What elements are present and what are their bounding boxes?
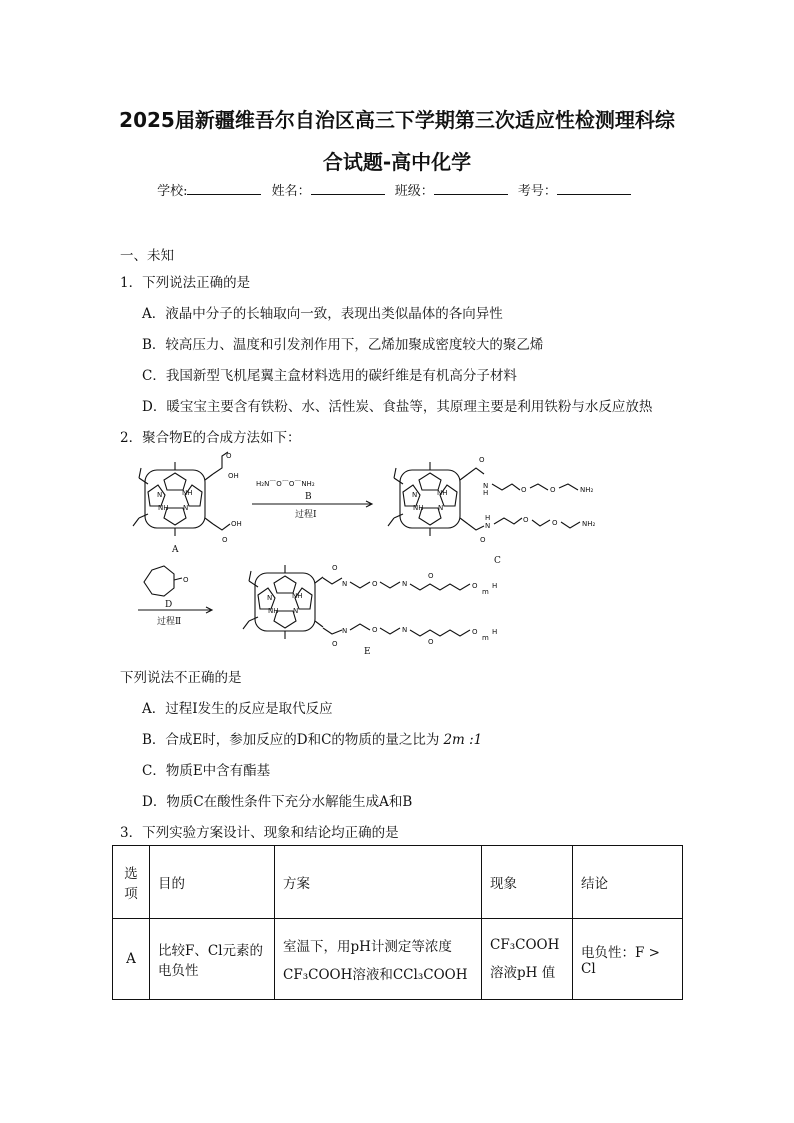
svg-text:O: O: [372, 580, 378, 588]
cell-plan-line-2: CF₃COOH溶液和CCl₃COOH: [283, 967, 468, 983]
reaction-scheme: [110, 448, 690, 663]
q1-stem: 1．下列说法正确的是: [120, 275, 251, 291]
q2-option-b: B．合成E时，参加反应的D和C的物质的量之比为 2m :1: [142, 732, 483, 748]
svg-text:N: N: [157, 491, 163, 499]
q1-option-b: B．较高压力、温度和引发剂作用下，乙烯加聚成密度较大的聚乙烯: [142, 337, 544, 353]
svg-text:O: O: [523, 516, 529, 524]
svg-text:N: N: [483, 482, 489, 490]
table-header-row: [113, 846, 683, 919]
svg-text:NH₂: NH₂: [580, 486, 594, 494]
school-label: 学校:: [157, 184, 188, 199]
svg-text:NH: NH: [437, 489, 448, 497]
svg-text:B: B: [305, 492, 312, 502]
school-blank[interactable]: [187, 182, 261, 195]
svg-text:NH: NH: [268, 607, 279, 615]
svg-text:H: H: [483, 489, 489, 497]
experiment-table: [112, 845, 683, 1000]
svg-text:O: O: [226, 452, 232, 460]
svg-text:NH₂: NH₂: [582, 520, 596, 528]
title-line-2: 合试题-高中化学: [322, 150, 472, 174]
q2-sub-stem: 下列说法不正确的是: [120, 670, 242, 686]
q2-option-b-ratio: 2m :1: [443, 732, 483, 748]
svg-text:O: O: [472, 582, 478, 590]
class-label: 班级：: [394, 184, 434, 199]
svg-text:NH: NH: [182, 489, 193, 497]
svg-text:O: O: [428, 638, 434, 646]
svg-text:NH: NH: [413, 504, 424, 512]
svg-text:N: N: [293, 607, 299, 615]
cell-conclusion: 电负性：F > Cl: [573, 919, 683, 1000]
svg-text:N: N: [402, 626, 408, 634]
label-a: A: [172, 545, 179, 555]
q1-option-c: C．我国新型飞机尾翼主盒材料选用的碳纤维是有机高分子材料: [142, 368, 517, 384]
q2-option-d: D．物质C在酸性条件下充分水解能生成A和B: [142, 794, 413, 810]
header-conclusion: 结论: [573, 846, 683, 919]
svg-text:O: O: [372, 626, 378, 634]
svg-text:O: O: [521, 486, 527, 494]
svg-text:O: O: [550, 486, 556, 494]
svg-text:N: N: [485, 522, 491, 530]
section-title: 一、未知: [120, 248, 174, 264]
class-blank[interactable]: [434, 182, 508, 195]
q2-stem: 2．聚合物E的合成方法如下：: [120, 430, 301, 446]
name-label: 姓名：: [271, 184, 311, 199]
svg-text:O: O: [480, 536, 486, 544]
label-c: C: [494, 556, 501, 566]
svg-text:OH: OH: [231, 520, 242, 528]
svg-text:NH: NH: [158, 504, 169, 512]
svg-text:O: O: [183, 576, 189, 584]
svg-text:O: O: [222, 536, 228, 544]
reagent-b: H₂N⌒O⌒O⌒NH₂: [256, 480, 315, 488]
svg-text:N: N: [412, 491, 418, 499]
svg-text:O: O: [428, 572, 434, 580]
svg-text:H: H: [492, 582, 498, 590]
student-info-row: [0, 180, 794, 199]
svg-text:O: O: [552, 519, 558, 527]
svg-text:N: N: [342, 580, 348, 588]
cell-plan-line-1: 室温下，用pH计测定等浓度: [283, 939, 452, 955]
reagent-d-label: D: [165, 600, 173, 610]
q1-option-d: D．暖宝宝主要含有铁粉、水、活性炭、食盐等，其原理主要是利用铁粉与水反应放热: [142, 399, 653, 415]
cell-phenomenon: [482, 919, 573, 1000]
svg-text:N: N: [342, 627, 348, 635]
header-purpose: 目的: [150, 846, 275, 919]
svg-text:O: O: [332, 564, 338, 572]
table-row: [113, 919, 683, 1000]
svg-text:m: m: [482, 634, 489, 642]
title-line-1: 2025届新疆维吾尔自治区高三下学期第三次适应性检测理科综: [119, 108, 675, 132]
svg-text:H: H: [492, 628, 498, 636]
header-option: 选项: [113, 846, 150, 919]
q3-stem: 3．下列实验方案设计、现象和结论均正确的是: [120, 825, 399, 841]
cell-purpose: 比较F、Cl元素的电负性: [150, 919, 275, 1000]
cell-option: A: [113, 919, 150, 1000]
label-e: E: [364, 647, 371, 657]
exam-no-label: 考号：: [517, 184, 557, 199]
cell-phenomenon-line-1: CF₃COOH: [490, 937, 560, 953]
svg-text:N: N: [402, 580, 408, 588]
svg-text:O: O: [472, 628, 478, 636]
cell-phenomenon-line-2: 溶液pH 值: [490, 965, 556, 981]
process-2-label: 过程Ⅱ: [157, 617, 182, 627]
name-blank[interactable]: [311, 182, 385, 195]
exam-no-blank[interactable]: [557, 182, 631, 195]
process-1-label: 过程Ⅰ: [295, 510, 317, 520]
svg-text:N: N: [267, 594, 273, 602]
svg-text:N: N: [438, 504, 444, 512]
svg-text:m: m: [482, 588, 489, 596]
q2-option-a: A．过程Ⅰ发生的反应是取代反应: [142, 701, 333, 717]
q2-option-c: C．物质E中含有酯基: [142, 763, 271, 779]
header-plan: 方案: [275, 846, 482, 919]
svg-text:OH: OH: [228, 472, 239, 480]
svg-text:O: O: [332, 640, 338, 648]
cell-plan: [275, 919, 482, 1000]
header-phenomenon: 现象: [482, 846, 573, 919]
svg-text:NH: NH: [292, 592, 303, 600]
svg-text:N: N: [183, 504, 189, 512]
svg-text:O: O: [479, 456, 485, 464]
svg-text:H: H: [485, 514, 491, 522]
q1-option-a: A．液晶中分子的长轴取向一致，表现出类似晶体的各向异性: [142, 306, 503, 322]
